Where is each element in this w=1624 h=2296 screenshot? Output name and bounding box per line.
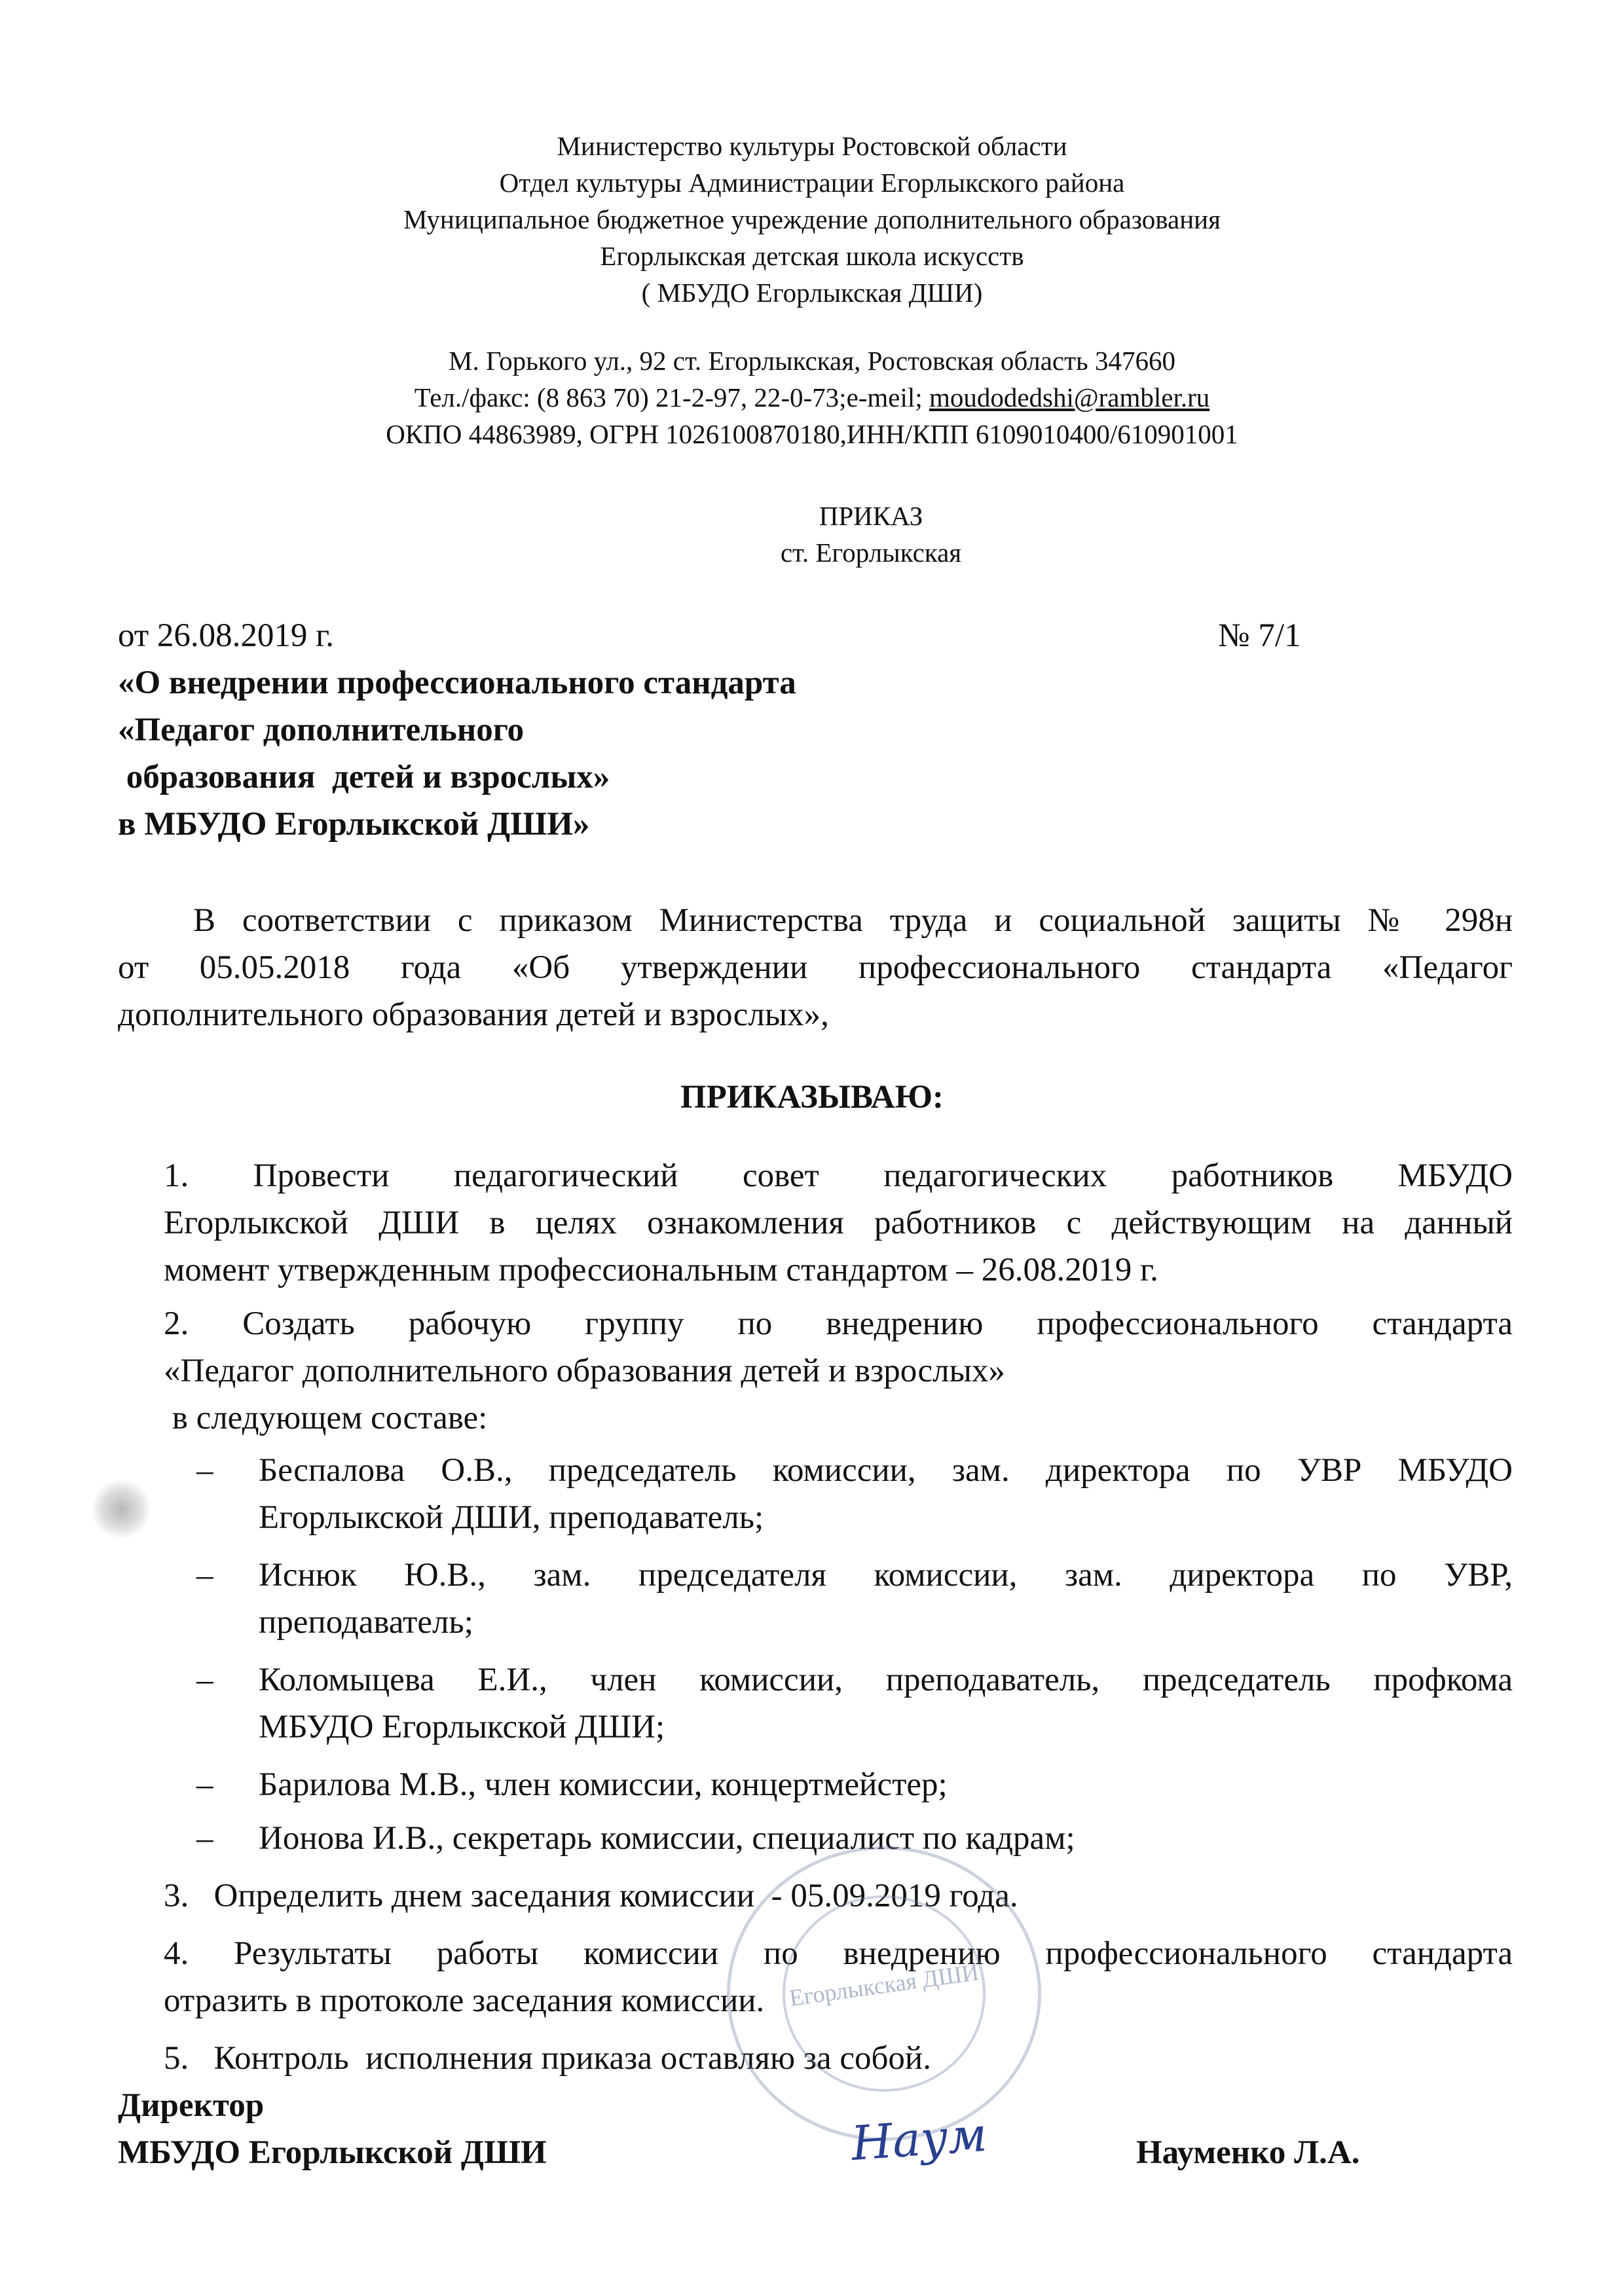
item-3: 3. Определить днем заседания комиссии - 05.09.2019 года. bbox=[164, 1878, 1018, 1914]
signatory-name: Науменко Л.А. bbox=[1136, 2134, 1360, 2171]
order-title: ПРИКАЗ bbox=[819, 501, 923, 531]
address-line: М. Горького ул., 92 ст. Егорлыкская, Ростовская область 347660 bbox=[449, 346, 1175, 376]
ministry-line: Министерство культуры Ростовской области bbox=[557, 131, 1067, 161]
member-line-2: Егорлыкской ДШИ, преподаватель; bbox=[259, 1499, 764, 1536]
phone-text: Тел./факс: (8 863 70) 21-2-97, 22-0-73;e-meil; bbox=[414, 382, 929, 412]
item-4-line-1: 4. Результаты работы комиссии по внедрению профессионального стандарта bbox=[164, 1935, 1513, 1972]
subject-line-1: «О внедрении профессионального стандарта bbox=[118, 665, 796, 701]
scan-smudge bbox=[92, 1480, 151, 1539]
preamble-line-3: дополнительного образования детей и взрослых», bbox=[118, 996, 829, 1033]
stamp-text: Егорлыкская ДШИ bbox=[787, 1958, 981, 2012]
member-line-1: Ионова И.В., секретарь комиссии, специалист по кадрам; bbox=[259, 1820, 1075, 1857]
signature-position-2: МБУДО Егорлыкской ДШИ bbox=[118, 2134, 547, 2171]
item-1-line-3: момент утвержденным профессиональным стандартом – 26.08.2019 г. bbox=[164, 1252, 1158, 1288]
registry-codes-line: ОКПО 44863989, ОГРН 1026100870180,ИНН/КПП 6109010400/610901001 bbox=[386, 419, 1238, 449]
command-heading: ПРИКАЗЫВАЮ: bbox=[680, 1079, 944, 1116]
member-item bbox=[196, 1447, 1513, 1545]
preamble-line-1: В соответствии с приказом Министерства труда и социальной защиты № 298н bbox=[193, 902, 1513, 939]
signature-position-1: Директор bbox=[118, 2087, 265, 2124]
email-link[interactable]: moudodedshi@rambler.ru bbox=[929, 382, 1210, 412]
school-name-line: Егорлыкская детская школа искусств bbox=[600, 241, 1024, 271]
handwritten-signature: Наум bbox=[849, 2106, 989, 2172]
subject-line-4: в МБУДО Егорлыкской ДШИ» bbox=[118, 806, 590, 843]
member-line-2: МБУДО Егорлыкской ДШИ; bbox=[259, 1709, 665, 1745]
list-dash: – bbox=[196, 1820, 213, 1857]
member-item bbox=[196, 1761, 1513, 1808]
institution-line: Муниципальное бюджетное учреждение дополнительного образования bbox=[403, 204, 1221, 234]
list-dash: – bbox=[196, 1452, 213, 1489]
department-line: Отдел культуры Администрации Егорлыкского района bbox=[499, 168, 1125, 198]
member-line-1: Коломыцева Е.И., член комиссии, преподаватель, председатель профкома bbox=[259, 1662, 1513, 1698]
list-dash: – bbox=[196, 1766, 213, 1803]
contacts-line bbox=[0, 379, 1624, 416]
subject-line-3: образования детей и взрослых» bbox=[118, 759, 610, 795]
member-line-1: Беспалова О.В., председатель комиссии, зам. директора по УВР МБУДО bbox=[259, 1452, 1513, 1489]
list-dash: – bbox=[196, 1662, 213, 1698]
subject-line-2: «Педагог дополнительного bbox=[118, 712, 525, 748]
order-number: № 7/1 bbox=[1218, 617, 1301, 654]
member-item bbox=[196, 1656, 1513, 1755]
member-line-2: преподаватель; bbox=[259, 1604, 473, 1641]
item-2-line-3: в следующем составе: bbox=[164, 1400, 488, 1436]
item-4-line-2: отразить в протоколе заседания комиссии. bbox=[164, 1982, 765, 2019]
member-line-1: Иснюк Ю.В., зам. председателя комиссии, зам. директора по УВР, bbox=[259, 1557, 1513, 1594]
school-abbr-line: ( МБУДО Егорлыкская ДШИ) bbox=[641, 278, 983, 308]
item-2-line-1: 2. Создать рабочую группу по внедрению профессионального стандарта bbox=[164, 1305, 1513, 1342]
preamble-line-2: от 05.05.2018 года «Об утверждении профессионального стандарта «Педагог bbox=[118, 949, 1513, 986]
item-5: 5. Контроль исполнения приказа оставляю за собой. bbox=[164, 2040, 931, 2077]
order-place: ст. Егорлыкская bbox=[780, 538, 962, 568]
item-2-line-2: «Педагог дополнительного образования детей и взрослых» bbox=[164, 1353, 1005, 1389]
member-line-1: Барилова М.В., член комиссии, концертмейстер; bbox=[259, 1766, 948, 1803]
order-date: от 26.08.2019 г. bbox=[118, 617, 335, 654]
member-item bbox=[196, 1552, 1513, 1650]
list-dash: – bbox=[196, 1557, 213, 1594]
item-1-line-2: Егорлыкской ДШИ в целях ознакомления работников с действующим на данный bbox=[164, 1205, 1513, 1241]
item-1-line-1: 1. Провести педагогический совет педагогических работников МБУДО bbox=[164, 1157, 1513, 1194]
